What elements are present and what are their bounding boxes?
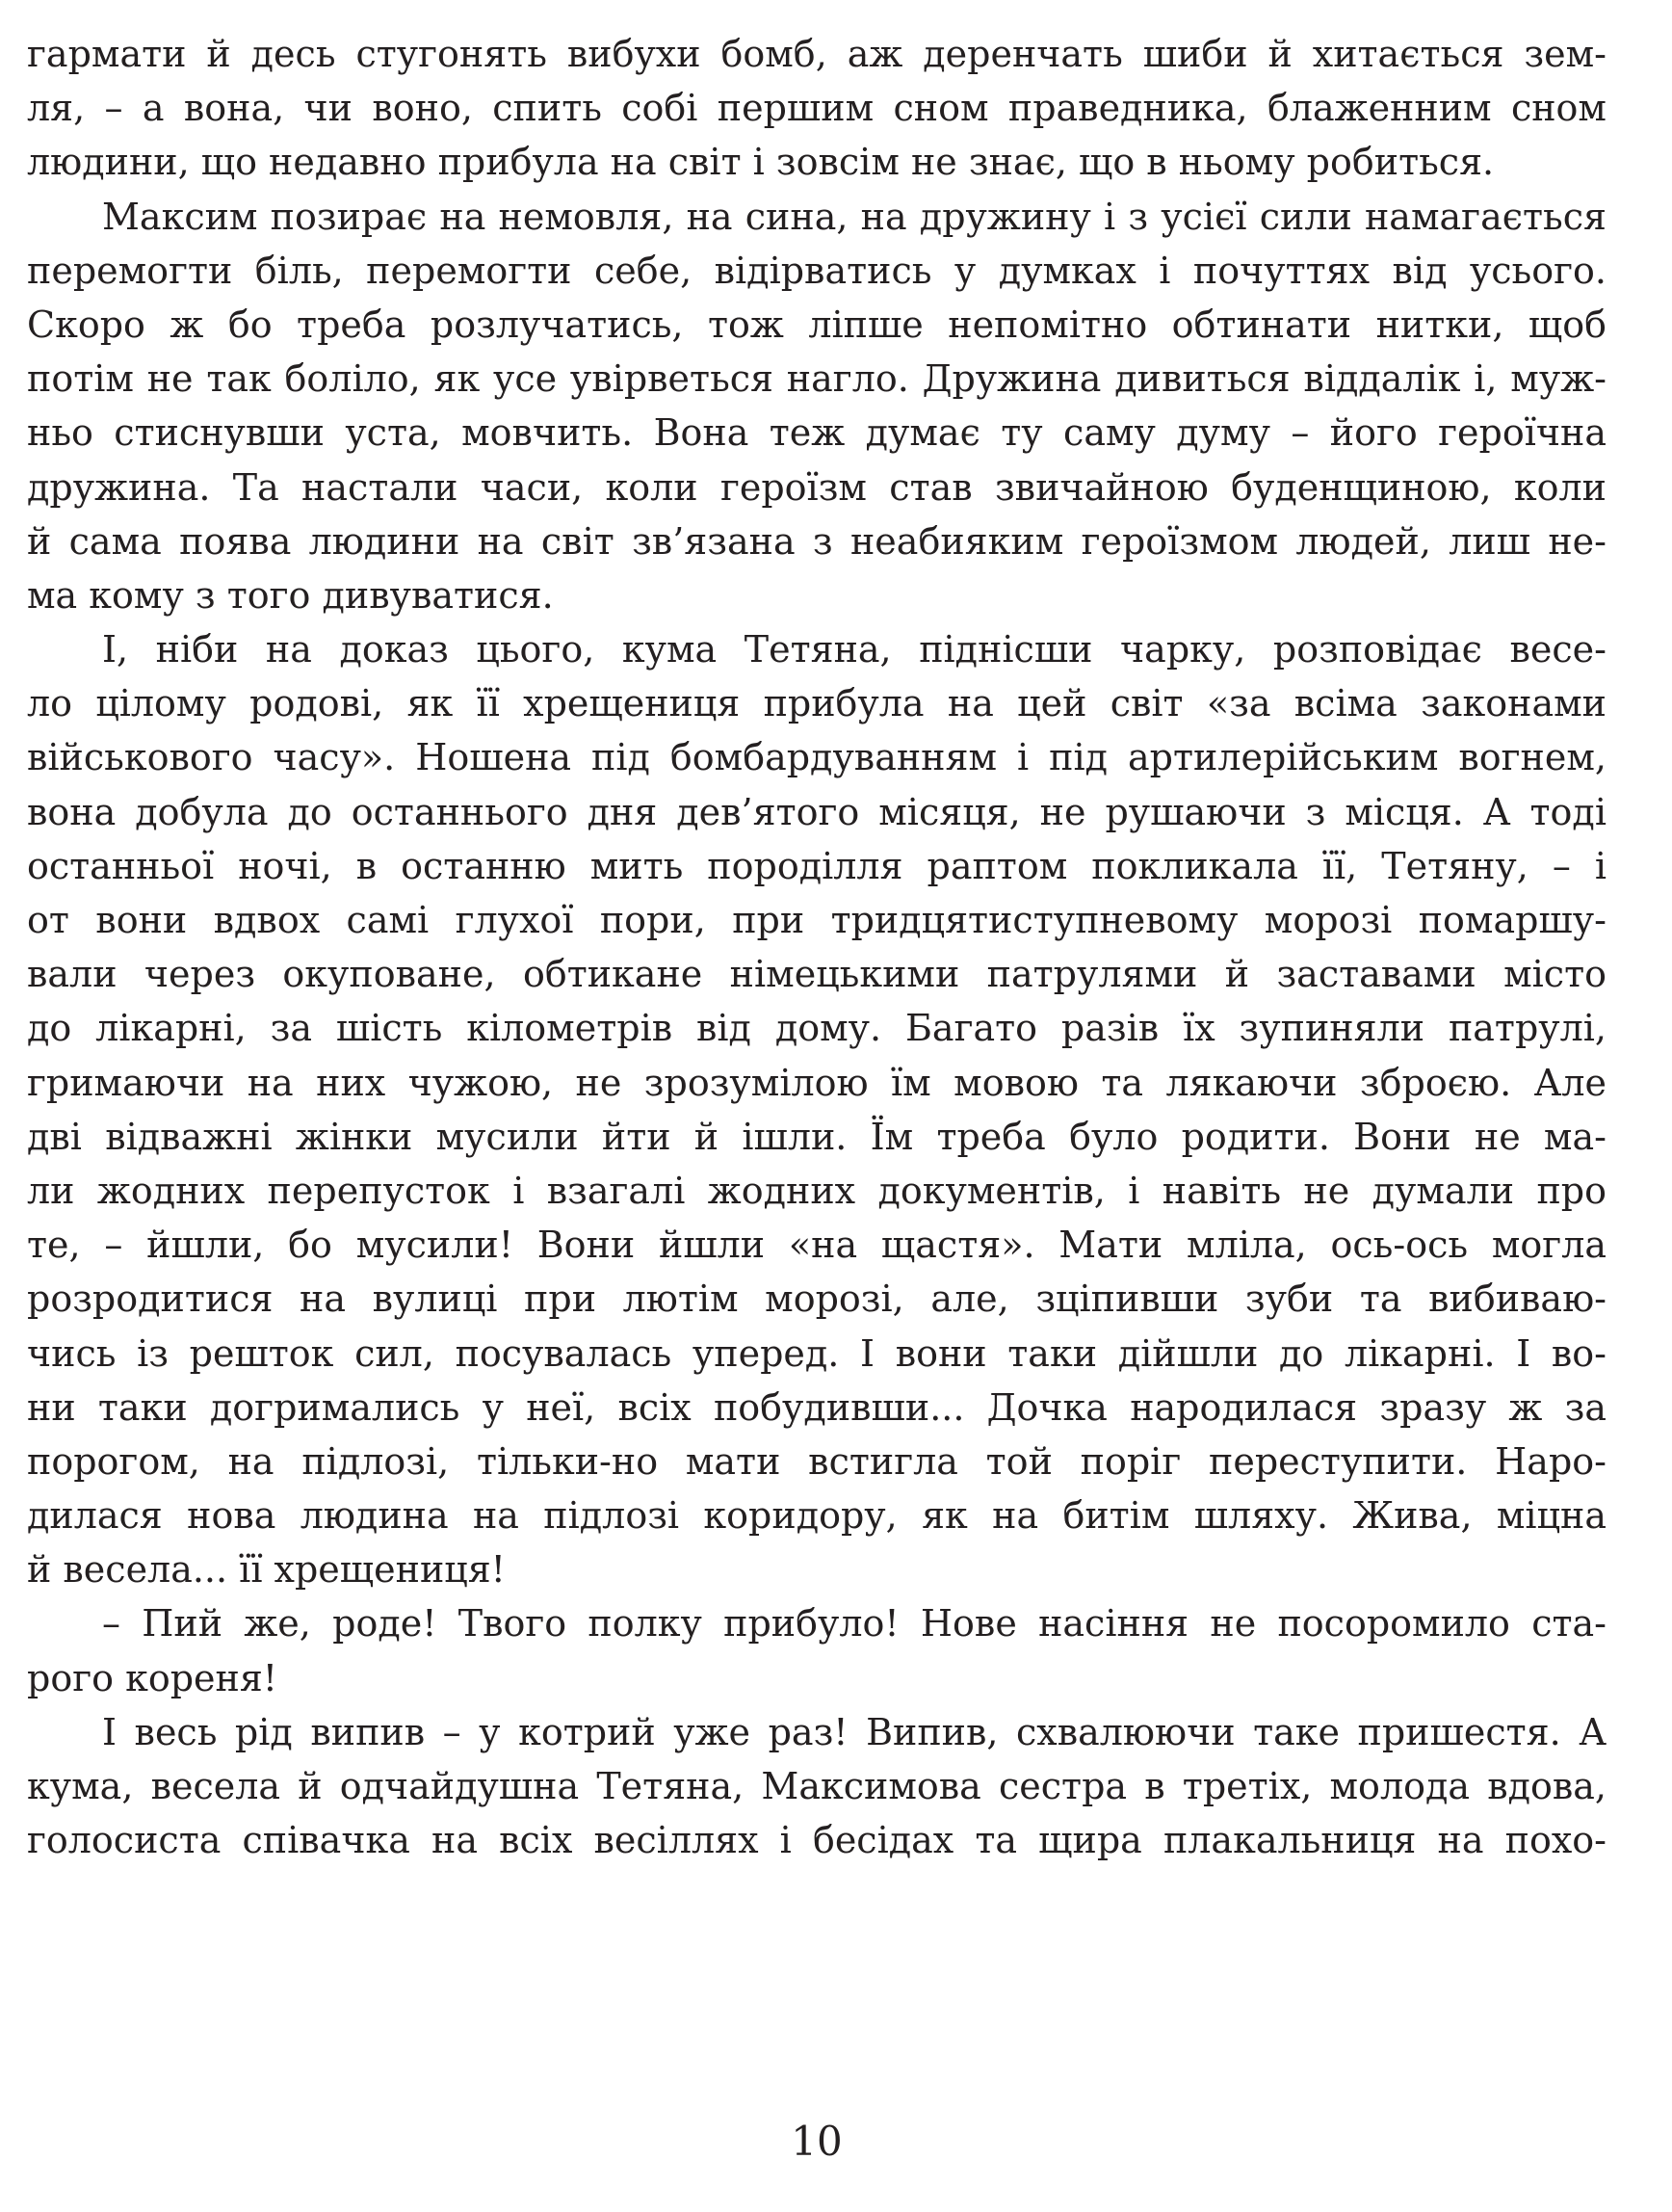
text-line: Максим позирає на немовля, на сина, на дружину і з усієї сили намагається: [102, 195, 1607, 238]
text-line: й весела... її хрещениця!: [27, 1548, 506, 1592]
text-line: дружина. Та настали часи, коли героїзм став звичайною буденщиною, коли: [27, 465, 1607, 509]
text-line: дилася нова людина на підлозі коридору, як на битім шляху. Жива, міцна: [27, 1494, 1607, 1538]
document-page: [27, 0, 1607, 2212]
text-line: Скоро ж бо треба розлучатись, тож ліпше непомітно обтинати нитки, щоб: [27, 303, 1607, 346]
paragraph: [27, 1705, 1607, 1868]
text-line: ли жодних перепусток і взагалі жодних документів, і навіть не думали про: [27, 1169, 1607, 1212]
paragraph: [27, 1596, 1607, 1704]
page-number: 10: [791, 2118, 843, 2165]
text-line: ля, – а вона, чи воно, спить собі першим сном праведника, блаженним сном: [27, 87, 1607, 130]
text-line: потім не так боліло, як усе увірветься нагло. Дружина дивиться віддалік і, муж-: [27, 357, 1607, 401]
text-line: вона добула до останнього дня дев’ятого місяця, не рушаючи з місця. А тоді: [27, 790, 1607, 833]
text-line: ни таки догримались у неї, всіх побудивши... Дочка народилася зразу ж за: [27, 1385, 1607, 1429]
text-line: рого кореня!: [27, 1656, 278, 1699]
text-line: розродитися на вулиці при лютім морозі, але, зціпивши зуби та вибиваю-: [27, 1277, 1607, 1321]
text-line: до лікарні, за шість кілометрів від дому. Багато разів їх зупиняли патрулі,: [27, 1007, 1607, 1050]
paragraph: [27, 622, 1607, 1596]
paragraph: [27, 27, 1607, 190]
text-line: І весь рід випив – у котрий уже раз! Випив, схвалюючи таке пришестя. А: [102, 1710, 1607, 1753]
text-line: дві відважні жінки мусили йти й ішли. Їм треба було родити. Вони не ма-: [27, 1115, 1607, 1158]
text-body: [27, 27, 1607, 1867]
text-line: ма кому з того дивуватися.: [27, 573, 554, 617]
paragraph: [27, 190, 1607, 623]
text-line: чись із решток сил, посувалась уперед. І вони таки дійшли до лікарні. І во-: [27, 1331, 1607, 1375]
text-line: порогом, на підлозі, тільки-но мати встигла той поріг переступити. Наро-: [27, 1439, 1607, 1483]
text-line: голосиста співачка на всіх весіллях і бесідах та щира плакальниця на похо-: [27, 1819, 1607, 1862]
text-line: перемогти біль, перемогти себе, відірватись у думках і почуттях від усього.: [27, 249, 1607, 292]
text-line: те, – йшли, бо мусили! Вони йшли «на щастя». Мати мліла, ось-ось могла: [27, 1224, 1607, 1267]
text-line: вали через окуповане, обтикане німецькими патрулями й заставами місто: [27, 953, 1607, 996]
text-line: ло цілому родові, як її хрещениця прибула на цей світ «за всіма законами: [27, 682, 1607, 725]
text-line: військового часу». Ношена під бомбардуванням і під артилерійським вогнем,: [27, 736, 1607, 779]
text-line: кума, весела й одчайдушна Тетяна, Максимова сестра в третіх, молода вдова,: [27, 1765, 1607, 1807]
text-line: гримаючи на них чужою, не зрозумілою їм мовою та лякаючи зброєю. Але: [27, 1061, 1607, 1104]
text-line: – Пий же, роде! Твого полку прибуло! Нове насіння не посоромило ста-: [102, 1602, 1607, 1646]
text-line: ньо стиснувши уста, мовчить. Вона теж думає ту саму думу – його героїчна: [27, 411, 1607, 455]
text-line: останньої ночі, в останню мить породілля раптом покликала її, Тетяну, – і: [27, 844, 1607, 887]
text-line: гармати й десь стугонять вибухи бомб, аж деренчать шиби й хитається зем-: [27, 33, 1607, 75]
text-line: людини, що недавно прибула на світ і зовсім не знає, що в ньому робиться.: [27, 141, 1495, 184]
text-line: от вони вдвох самі глухої пори, при тридцятиступневому морозі помаршу-: [27, 899, 1607, 941]
text-line: й сама поява людини на світ зв’язана з неабияким героїзмом людей, лиш не-: [27, 519, 1607, 563]
text-line: І, ніби на доказ цього, кума Тетяна, піднісши чарку, розповідає весе-: [102, 628, 1607, 672]
